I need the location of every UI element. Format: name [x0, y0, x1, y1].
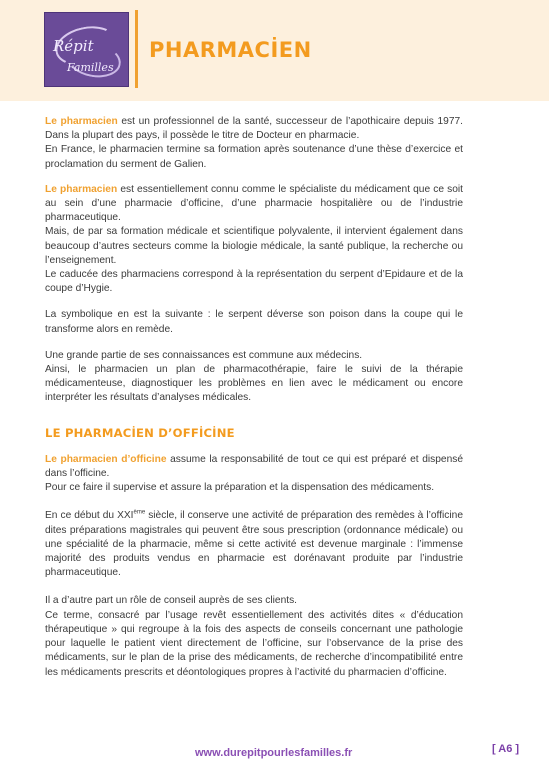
section-p1-text: assume la responsabilité de tout ce qui est préparé et dispensé dans l’officine. — [45, 453, 463, 480]
intro-paragraph-1 — [45, 115, 463, 172]
page-title: PHARMACİEN — [149, 38, 312, 62]
logo-text-repit: Répit — [53, 37, 94, 55]
section-p3-line2: Ce terme, consacré par l’usage revêt essentiellement des activités dites « d’éducation thérapeutique » qui regroupe à la fois des aspects de conseils concernant une pathologie pour laquelle le patient vient directement de l’officine, sur l’observance de la prise des médicaments, sur le plan de la prise des médicaments, de recherche d’incompatibilité entre les médicaments prescrits et déontologiques propres à l’activité du pharmacien d’officine. — [45, 609, 463, 678]
intro-paragraph-2 — [45, 183, 463, 297]
section-paragraph-3 — [45, 594, 463, 679]
term-highlight: Le pharmacien — [45, 116, 118, 127]
intro-p1-line2: En France, le pharmacien termine sa formation après soutenance d’une thèse d’exercice et proclamation du serment de Galien. — [45, 144, 463, 170]
section-p2-text: siècle, il conserve une activité de préparation des remèdes à l’officine dites préparations magistrales qui peuvent être sous prescription (ordonnance médicale) ou une spécialité de la pharmacie, même si cette activité est devenue marginale : l’immense majorité des produits vendus en pharmacie est dorénavant produite par l’industrie pharmaceutique. — [45, 510, 463, 579]
website-link[interactable]: www.durepitpourlesfamilles.fr — [195, 747, 353, 759]
section-p2-pre: En ce début du XXI — [45, 510, 134, 522]
intro-paragraph-3: La symbolique en est la suivante : le serpent déverse son poison dans la coupe qui le transforme alors en remède. — [45, 309, 463, 335]
logo-text-familles: Familles — [67, 61, 114, 74]
section-p1-line2: Pour ce faire il supervise et assure la préparation et la dispensation des médicaments. — [45, 482, 435, 494]
section-p2-sup: ème — [133, 510, 146, 517]
section-heading: LE PHARMACİEN D’OFFİCİNE — [45, 425, 235, 440]
intro-p4-line2: Ainsi, le pharmacien un plan de pharmacothérapie, faire le suivi de la thérapie médicamenteuse, diagnostiquer les problèmes en lien avec le médicament ou encore interpréter les résultats d’analyses médicales. — [45, 364, 463, 404]
intro-p2-line2: Mais, de par sa formation médicale et scientifique polyvalente, il intervient également dans beaucoup d’autres secteurs comme la biologie médicale, la santé publique, la recherche ou l’enseignement. — [45, 226, 463, 266]
term-highlight: Le pharmacien d’officine — [45, 453, 167, 465]
intro-p2-text: est essentiellement connu comme le spécialiste du médicament que ce soit au sein d’une pharmacie d’officine, d’une pharmacie hospitalière ou de l’industrie pharmaceutique. — [45, 183, 464, 224]
term-highlight: Le pharmacien — [45, 183, 118, 195]
title-divider — [135, 10, 138, 88]
intro-paragraph-4 — [45, 349, 463, 406]
section-p3-text: Il a d’autre part un rôle de conseil auprès de ses clients. — [45, 595, 298, 607]
section-paragraph-1 — [45, 453, 463, 496]
intro-p1-text: est un professionnel de la santé, successeur de l’apothicaire depuis 1977. Dans la plupart des pays, il possède le titre de Docteur en pharmacie. — [45, 116, 464, 142]
intro-p4-text: Une grande partie de ses connaissances est commune aux médecins. — [45, 349, 363, 361]
intro-p2-line3: Le caducée des pharmaciens correspond à la représentation du serpent d’Epidaure et de la coupe d’Hygie. — [45, 269, 463, 295]
page-number: [ A6 ] — [492, 743, 520, 755]
section-paragraph-2 — [45, 509, 463, 580]
page-content — [45, 115, 463, 691]
repit-familles-logo — [44, 12, 129, 87]
